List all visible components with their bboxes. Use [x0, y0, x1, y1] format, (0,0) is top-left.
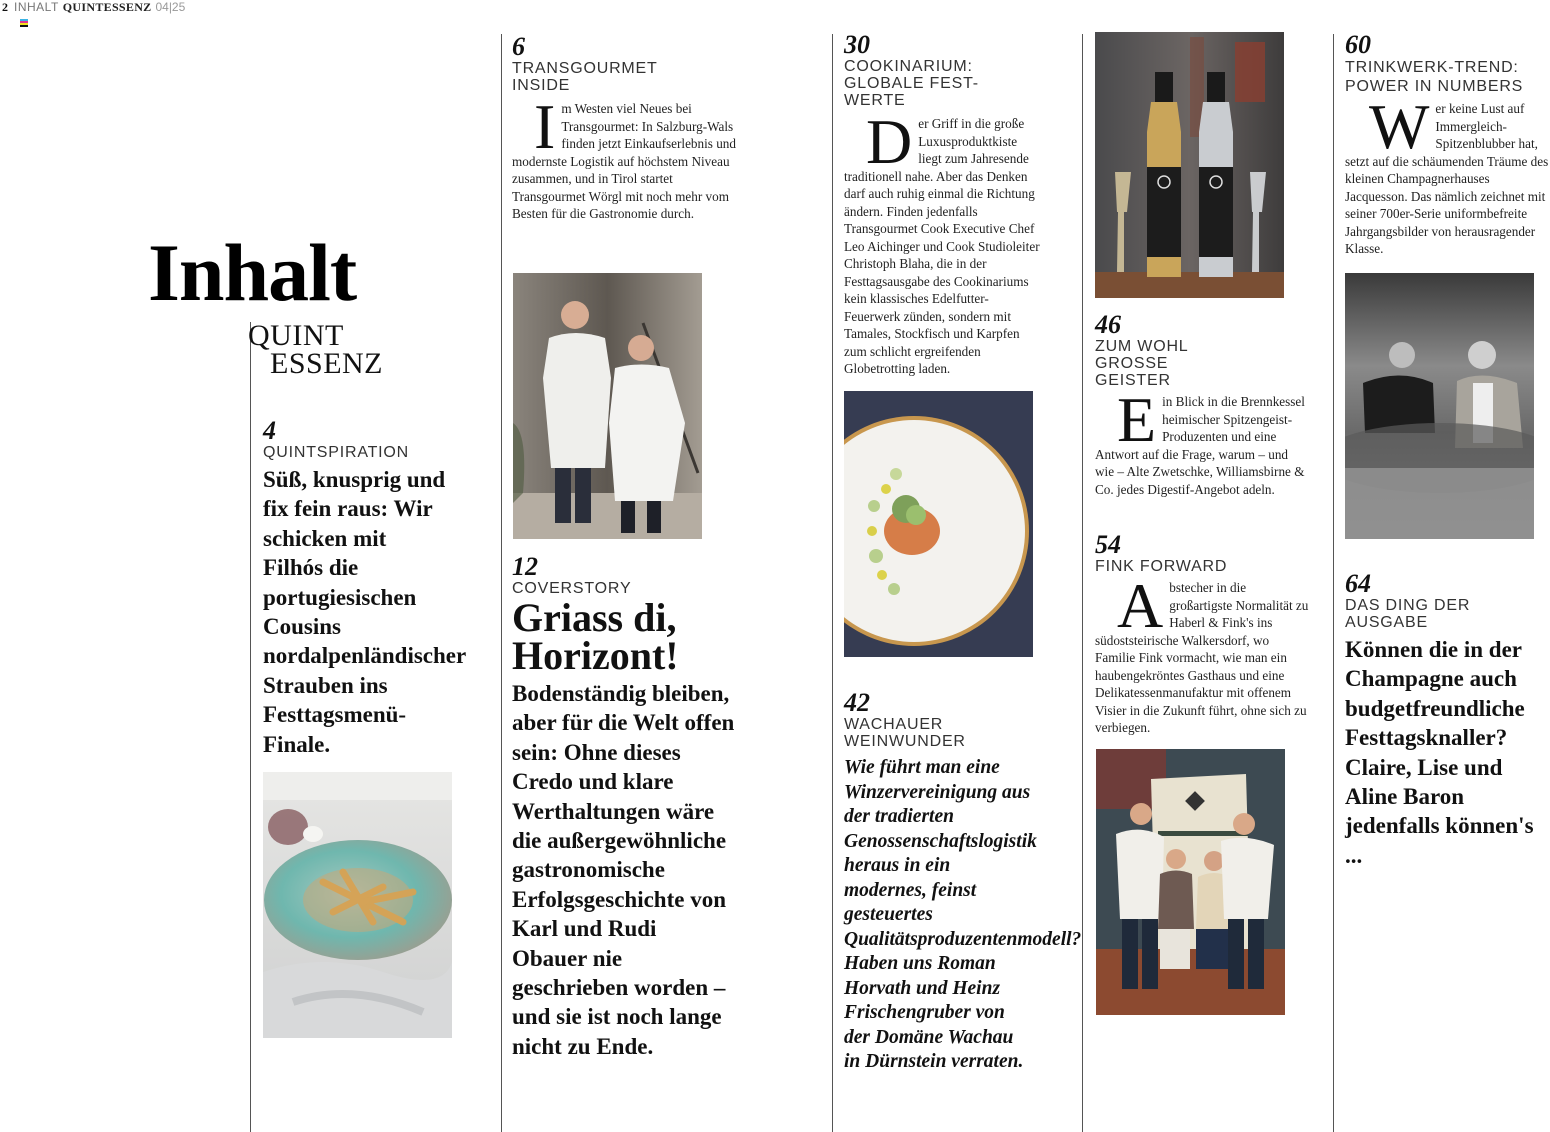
- column-divider: [501, 34, 502, 1132]
- entry-kicker: FINK FORWARD: [1095, 558, 1228, 575]
- vineyard-men-bw-photo: [1345, 273, 1534, 539]
- entry-body-text: bstecher in die großartigste Normalität zu Haberl & Fink's ins südoststeirische Walkersdorf, wo Familie Fink vormacht, wie man ein haubengekröntes Gasthaus und eine Delikatessenmanufaktur mit offenem Visier in die Zukunft führt, ohne sich zu verbiegen.: [1095, 580, 1309, 735]
- entry-kicker: DAS DING DER AUSGABE: [1345, 597, 1471, 631]
- entry-page-number: 30: [844, 30, 870, 59]
- entry-page-number: 46: [1095, 310, 1121, 339]
- entry-kicker: QUINTSPIRATION: [263, 444, 410, 461]
- page-title: Inhalt: [148, 227, 357, 318]
- entry-body: [1095, 384, 1310, 498]
- entry-kicker: TRANSGOURMET INSIDE: [512, 60, 658, 94]
- entry-page-number: 64: [1345, 569, 1371, 598]
- toc-entry-page-6[interactable]: [512, 34, 740, 223]
- entry-page-number: 4: [263, 416, 276, 445]
- logo-line-2: ESSENZ: [270, 347, 384, 380]
- entry-body: [1345, 91, 1550, 258]
- toc-entry-page-54[interactable]: [1095, 532, 1310, 737]
- fink-family-photo: [1096, 749, 1285, 1015]
- entry-kicker: ZUM WOHL GROSSE GEISTER: [1095, 338, 1188, 389]
- entry-page-number: 54: [1095, 530, 1121, 559]
- entry-dropcap: E: [1117, 384, 1157, 455]
- toc-entry-page-42[interactable]: [844, 688, 1082, 1075]
- column-divider: [1082, 34, 1083, 1132]
- entry-kicker: COVERSTORY: [512, 580, 632, 597]
- entry-lead: Wie führt man eine Winzervereinigung aus der tradierten Genossenschaftslogistik heraus in ein modernes, feinst gesteuertes Qualitätsproduzentenmodell? Haben uns Roman Horvath und Heinz Frischengruber von der Domäne Wachau in Dürnstein verraten.: [844, 757, 1082, 1072]
- column-divider: [832, 34, 833, 1132]
- entry-lead: Süß, knusprig und fix fein raus: Wir schicken mit Filhós die portugiesischen Cousins nordalpenländischer Strauben ins Festtagsmenü-Finale.: [263, 467, 466, 757]
- entry-page-number: 6: [512, 32, 525, 61]
- entry-lead: Bodenständig bleiben, aber für die Welt offen sein: Ohne dieses Credo und klare Werthaltungen wäre die außergewöhnliche gastronomische Erfolgsgeschichte von Karl und Rudi Obauer nie geschrieben worden – und sie ist noch lange nicht zu Ende.: [512, 681, 735, 1059]
- entry-dropcap: D: [866, 106, 913, 177]
- magazine-name: QUINTESSENZ: [62, 0, 152, 14]
- filhos-pastry-bowl-photo: [263, 772, 452, 1038]
- toc-entry-page-12[interactable]: [512, 554, 742, 1061]
- section-label: INHALT: [14, 0, 59, 14]
- entry-page-number: 60: [1345, 30, 1371, 59]
- entry-dropcap: I: [534, 91, 556, 162]
- entry-dropcap: W: [1369, 91, 1430, 162]
- quintessenz-logo: [248, 319, 384, 380]
- chefs-on-stairs-photo: [513, 273, 702, 539]
- entry-lead: Können die in der Champagne auch budgetfreundliche Festtagsknaller? Claire, Lise und Aline Baron jedenfalls können's ...: [1345, 637, 1534, 868]
- toc-entry-page-64[interactable]: [1345, 571, 1550, 870]
- entry-page-number: 12: [512, 552, 538, 581]
- entry-dropcap: A: [1117, 570, 1164, 641]
- cmyk-color-marker: [20, 19, 28, 27]
- toc-entry-page-30[interactable]: [844, 32, 1042, 378]
- entry-body-text: m Westen viel Neues bei Transgourmet: In Salzburg-Wals finden jetzt Einkaufserlebnis und modernste Logistik auf höchstem Niveau zusammen, und in Tirol startet Transgourmet Wörgl mit noch mehr vom Besten für die Gastronomie durch.: [512, 101, 736, 221]
- page-folio: [2, 0, 185, 14]
- entry-kicker: TRINKWERK-TREND: POWER IN NUMBERS: [1345, 59, 1524, 95]
- toc-entry-page-60[interactable]: [1345, 32, 1550, 258]
- entry-headline: Griass di, Horizont!: [512, 595, 679, 678]
- toc-entry-page-46[interactable]: [1095, 312, 1310, 498]
- toc-entry-page-4[interactable]: [263, 416, 466, 759]
- page-number: 2: [2, 0, 8, 14]
- entry-body: [512, 91, 740, 223]
- entry-page-number: 42: [844, 688, 870, 717]
- entry-kicker: COOKINARIUM: GLOBALE FEST-WERTE: [844, 58, 979, 109]
- entry-body: [844, 106, 1042, 378]
- entry-body: [1095, 570, 1310, 737]
- entry-kicker: WACHAUER WEINWUNDER: [844, 716, 966, 750]
- entry-body-text: er keine Lust auf Immergleich-Spitzenblubber hat, setzt auf die schäumenden Träume des kleinen Champagnerhauses Jacquesson. Das nämlich zeichnet mit seiner 700er-Serie uniformbefreite Jahrgangsbilder von herausragender Klasse.: [1345, 101, 1549, 256]
- spirit-bottles-photo: [1095, 32, 1284, 298]
- entry-body-text: in Blick in die Brennkessel heimischer Spitzengeist-Produzenten und eine Antwort auf die Frage, warum – und wie – Alte Zwetschke, Williamsbirne & Co. jedes Digestif-Angebot adeln.: [1095, 394, 1305, 497]
- issue-number: 04|25: [155, 0, 186, 14]
- entry-body-text: er Griff in die große Luxusproduktkiste liegt zum Jahresende traditionell nahe. Aber das Denken darf auch ruhig einmal die Richtung ändern. Finden jedenfalls Transgourmet Cook Executive Chef Leo Aichinger und Cook Studioleiter Christoph Blaha, die in der Festtagsausgabe des Cookinariums kein klassisches Edelfutter-Feuerwerk zünden, sondern mit Tamales, Stockfisch und Karpfen zum schlicht ergreifenden Globetrotting laden.: [844, 116, 1040, 376]
- logo-line-1: QUINT: [248, 319, 344, 352]
- column-divider: [250, 322, 251, 1132]
- plated-dish-photo: [844, 391, 1033, 657]
- column-divider: [1333, 34, 1334, 1132]
